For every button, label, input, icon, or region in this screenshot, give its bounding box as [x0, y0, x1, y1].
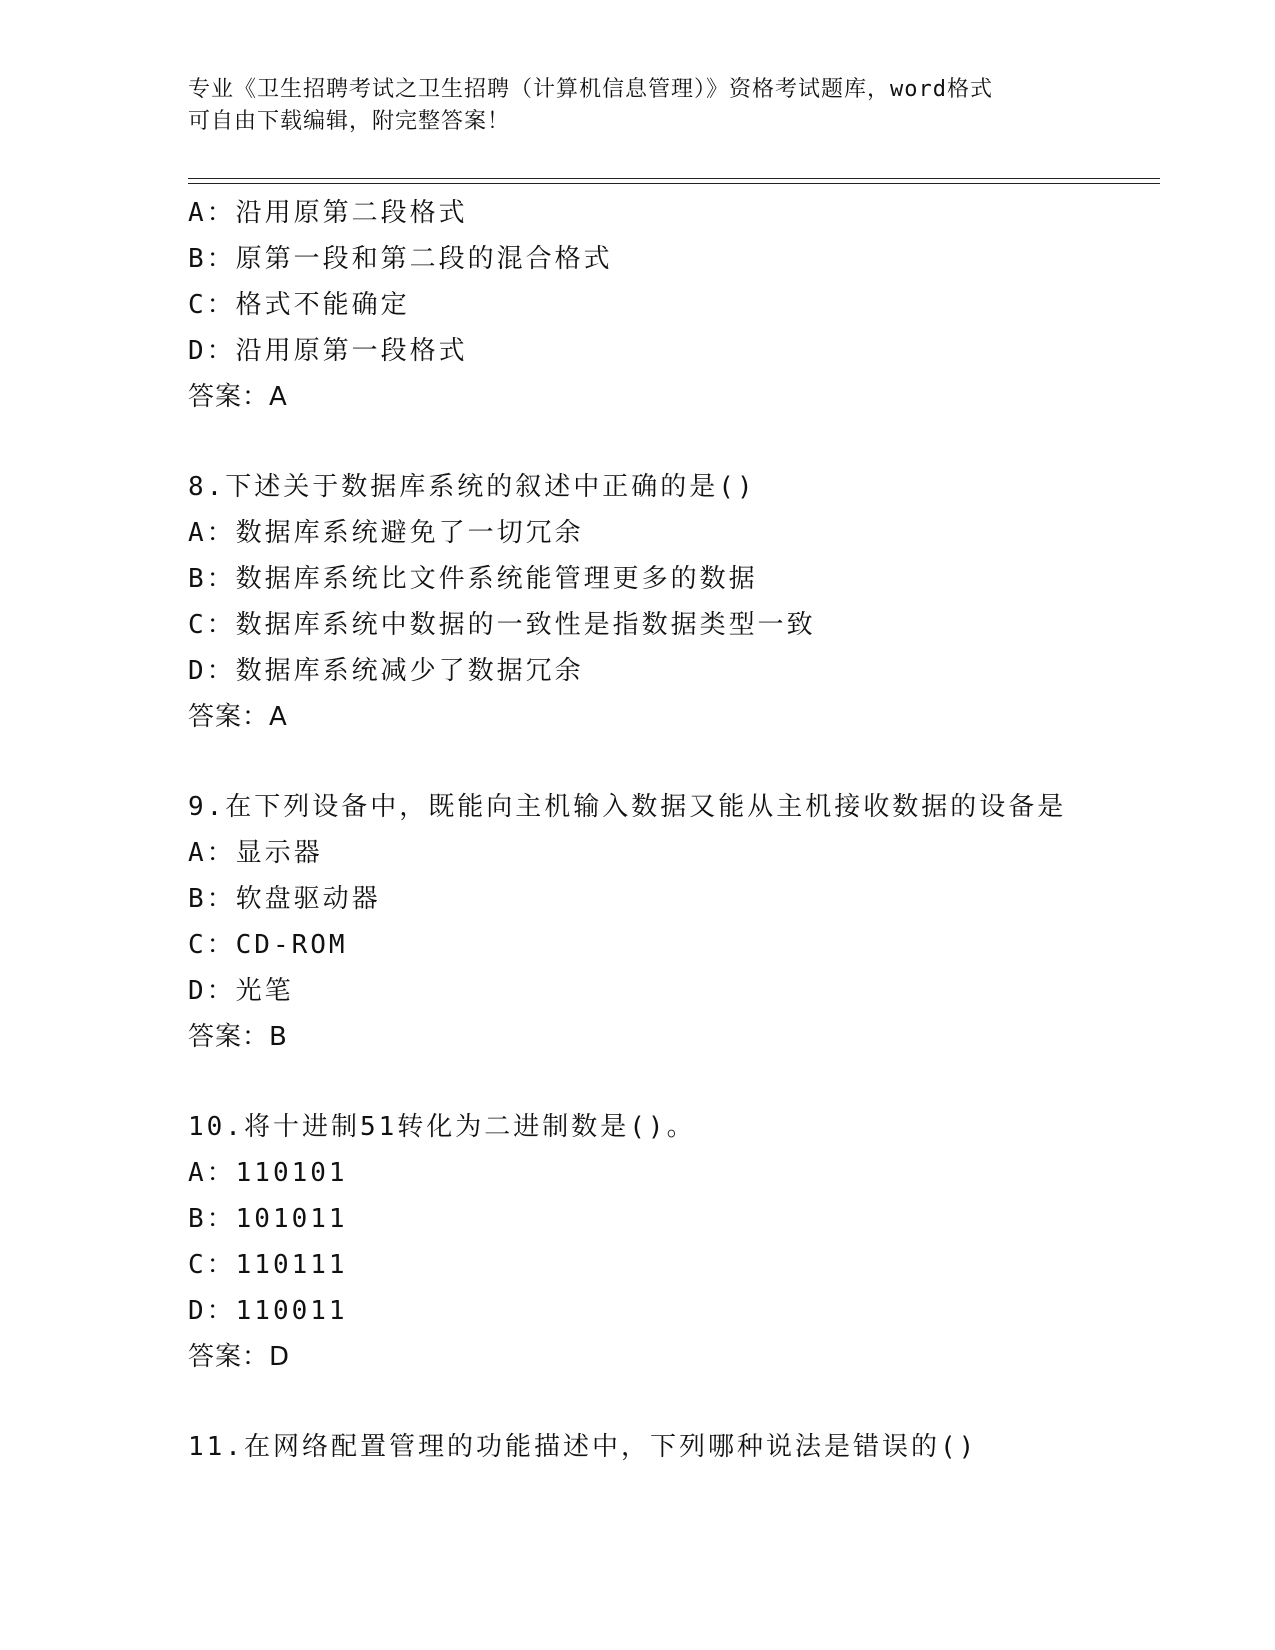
header-divider-top	[188, 178, 1160, 179]
option-a: A：沿用原第二段格式	[188, 198, 468, 228]
option-a: A：数据库系统避免了一切冗余	[188, 518, 584, 548]
header-divider-bottom	[188, 183, 1160, 184]
option-b: B：软盘驱动器	[188, 884, 381, 914]
question-11	[188, 1424, 1168, 1470]
answer: 答案：A	[188, 382, 288, 412]
option-c: C：110111	[188, 1250, 348, 1280]
question-text: 11.在网络配置管理的功能描述中，下列哪种说法是错误的()	[188, 1432, 978, 1462]
answer: 答案：B	[188, 1022, 288, 1052]
question-partial	[188, 190, 1168, 420]
question-text: 9.在下列设备中，既能向主机输入数据又能从主机接收数据的设备是	[188, 792, 1067, 822]
option-d: D：光笔	[188, 976, 294, 1006]
header-line-1: 专业《卫生招聘考试之卫生招聘（计算机信息管理）》资格考试题库，word格式	[188, 77, 993, 102]
question-list	[188, 190, 1168, 1470]
option-c: C：数据库系统中数据的一致性是指数据类型一致	[188, 610, 816, 640]
option-c: C：格式不能确定	[188, 290, 410, 320]
option-b: B：数据库系统比文件系统能管理更多的数据	[188, 564, 758, 594]
question-text: 10.将十进制51转化为二进制数是()。	[188, 1112, 696, 1142]
question-9	[188, 784, 1168, 1060]
option-c: C：CD-ROM	[188, 930, 348, 960]
option-a: A：110101	[188, 1158, 348, 1188]
document-header	[188, 74, 1088, 138]
question-8	[188, 464, 1168, 740]
answer: 答案：A	[188, 702, 288, 732]
option-d: D：数据库系统减少了数据冗余	[188, 656, 584, 686]
question-text: 8.下述关于数据库系统的叙述中正确的是()	[188, 472, 756, 502]
option-b: B：原第一段和第二段的混合格式	[188, 244, 613, 274]
option-d: D：110011	[188, 1296, 348, 1326]
answer: 答案：D	[188, 1342, 291, 1372]
question-10	[188, 1104, 1168, 1380]
header-line-2: 可自由下载编辑，附完整答案！	[188, 109, 511, 134]
option-d: D：沿用原第一段格式	[188, 336, 468, 366]
option-a: A：显示器	[188, 838, 323, 868]
option-b: B：101011	[188, 1204, 348, 1234]
